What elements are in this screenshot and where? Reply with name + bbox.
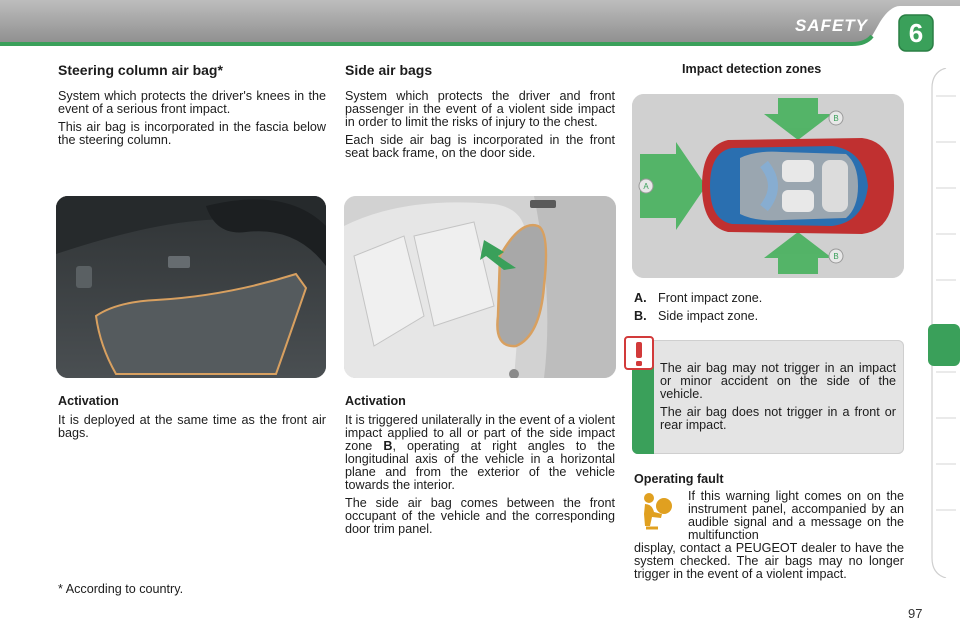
- chapter-number: 6: [908, 18, 924, 48]
- legend-text-a: Front impact zone.: [658, 291, 763, 305]
- left-activation-text: It is deployed at the same time as the front air bags.: [58, 413, 326, 440]
- warning-para-2: The air bag does not trigger in a front or rear impact.: [660, 405, 896, 432]
- activation-text-part-1: It is triggered unilaterally in the event of a violent impact applied to all or part of the side impact zone: [345, 413, 615, 453]
- watermark: carmanualsonline.info: [694, 612, 870, 631]
- warning-para-1: The air bag may not trigger in an impact or minor accident on the side of the vehicle.: [660, 361, 896, 401]
- impact-zones-figure: [632, 94, 904, 278]
- steering-airbag-para-2: This air bag is incorporated in the fascia below the steering column.: [58, 120, 326, 147]
- side-airbags-title: Side air bags: [345, 62, 433, 78]
- middle-activation-heading: Activation: [345, 394, 406, 408]
- page-number: 97: [908, 606, 923, 621]
- side-airbag-figure: [344, 196, 616, 378]
- legend-row-a: [634, 291, 904, 305]
- fault-para-full: display, contact a PEUGEOT dealer to have the system checked. The air bags may no longer trigger in the event of a violent impact.: [634, 541, 904, 581]
- activation-text-part-2: , operating at right angles to the longitudinal axis of the vehicle in a horizontal plane and from the exterior of the vehicle towards the interior.: [345, 439, 615, 492]
- legend-letter-b: B.: [634, 309, 647, 323]
- fault-text-full: [634, 542, 904, 581]
- left-activation-heading: Activation: [58, 394, 119, 408]
- chapter-tabs: [928, 68, 960, 578]
- airbag-warning-icon: [636, 492, 676, 532]
- zone-legend: [634, 291, 904, 327]
- active-chapter-tab: [928, 324, 960, 366]
- warning-text: [660, 362, 896, 437]
- middle-activation-block: [345, 394, 615, 541]
- legend-row-b: [634, 309, 904, 323]
- left-column: [58, 62, 326, 152]
- exclamation-icon: [624, 336, 654, 370]
- middle-column: [345, 62, 615, 165]
- middle-activation-para-1: [345, 414, 615, 492]
- section-title: SAFETY: [794, 16, 868, 35]
- knee-airbag-figure: [56, 196, 326, 378]
- legend-letter-a: A.: [634, 291, 647, 305]
- chapter-badge: [898, 14, 934, 52]
- footnote: * According to country.: [58, 582, 184, 596]
- side-airbags-para-1: System which protects the driver and front passenger in the event of a violent side impact in order to limit the risks of injury to the chest.: [345, 89, 615, 129]
- left-activation-block: [58, 394, 326, 445]
- label-b-bottom: B: [833, 252, 839, 261]
- operating-fault-heading: Operating fault: [634, 472, 724, 486]
- legend-text-b: Side impact zone.: [658, 309, 759, 323]
- knee-airbag-illustration: [56, 196, 326, 378]
- steering-airbag-para-1: System which protects the driver's knees in the event of a serious front impact.: [58, 89, 326, 116]
- fault-para-indented: If this warning light comes on on the instrument panel, accompanied by an audible signal and a message on the multifunction: [688, 489, 904, 542]
- impact-zones-heading: Impact detection zones: [682, 62, 822, 76]
- seat-airbag-illustration: [344, 196, 616, 378]
- car-topview-illustration: [632, 94, 904, 278]
- steering-airbag-title: Steering column air bag*: [58, 62, 223, 78]
- side-airbags-para-2: Each side air bag is incorporated in the front seat back frame, on the door side.: [345, 133, 615, 160]
- label-b-top: B: [833, 114, 839, 123]
- middle-activation-para-2: The side air bag comes between the front occupant of the vehicle and the corresponding door trim panel.: [345, 496, 615, 536]
- label-a: A: [643, 182, 649, 191]
- fault-text-indented: [688, 490, 904, 542]
- zone-b-ref: B: [383, 439, 393, 453]
